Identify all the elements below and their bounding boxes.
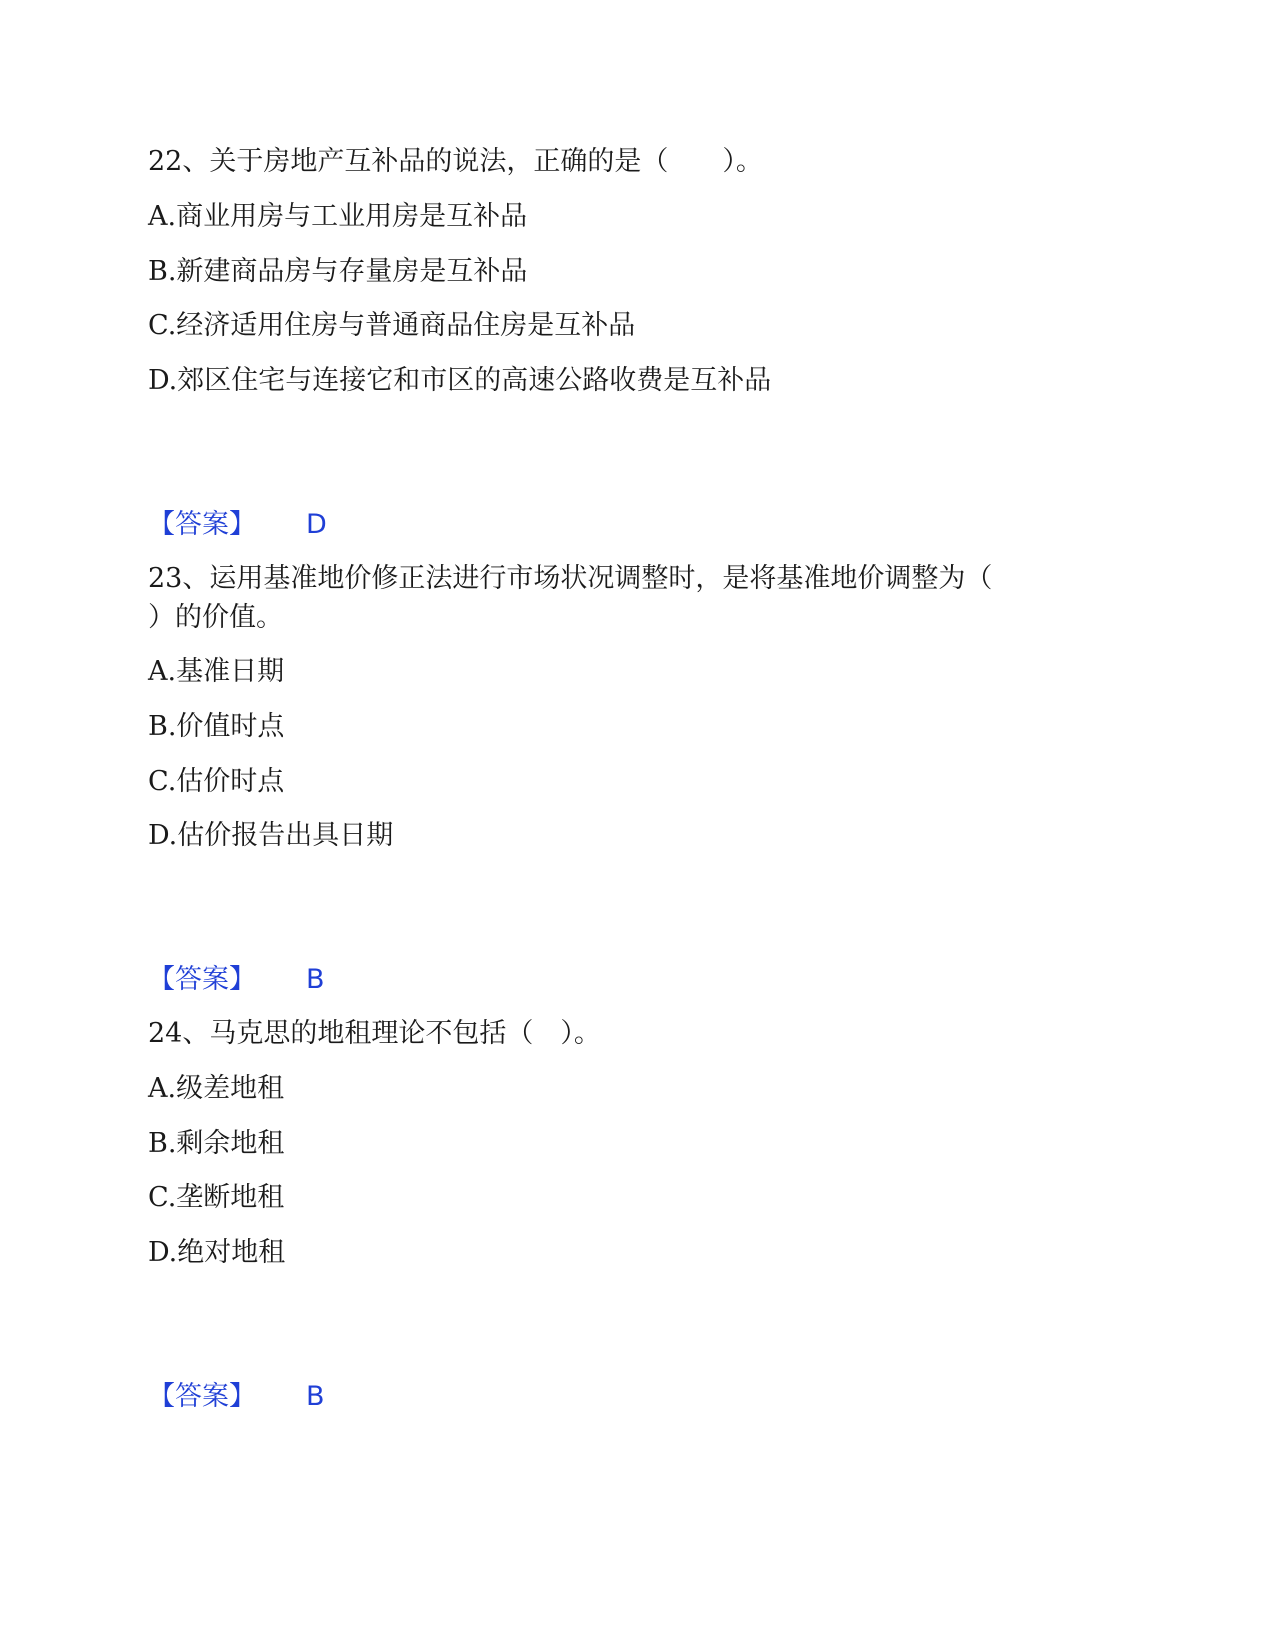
question-22-option-c: C.经济适用住房与普通商品住房是互补品 (148, 310, 636, 341)
answer-value: B (306, 1381, 325, 1412)
answer-value: B (306, 964, 325, 995)
question-24-stem: 24、马克思的地租理论不包括（ ）。 (148, 1018, 601, 1049)
question-24-option-d: D.绝对地租 (148, 1237, 286, 1268)
answer-label: 【答案】 (148, 1381, 256, 1412)
question-23-stem-line-2: ）的价值。 (148, 602, 283, 633)
question-23-stem-line-1: 23、运用基准地价修正法进行市场状况调整时，是将基准地价调整为（ (148, 563, 993, 594)
question-22-option-d: D.郊区住宅与连接它和市区的高速公路收费是互补品 (148, 365, 772, 396)
question-23-option-c: C.估价时点 (148, 766, 285, 797)
question-24-answer (148, 1377, 325, 1417)
question-23-option-a: A.基准日期 (148, 656, 285, 687)
question-24-option-a: A.级差地租 (148, 1073, 285, 1104)
answer-value: D (306, 509, 327, 540)
question-22-stem: 22、关于房地产互补品的说法，正确的是（ ）。 (148, 146, 763, 177)
question-23-option-d: D.估价报告出具日期 (148, 820, 394, 851)
question-23-option-b: B.价值时点 (148, 711, 285, 742)
question-24-option-c: C.垄断地租 (148, 1182, 285, 1213)
question-22-option-b: B.新建商品房与存量房是互补品 (148, 256, 528, 287)
answer-label: 【答案】 (148, 509, 256, 540)
question-22-option-a: A.商业用房与工业用房是互补品 (148, 201, 528, 232)
answer-label: 【答案】 (148, 964, 256, 995)
question-24-option-b: B.剩余地租 (148, 1128, 285, 1159)
question-22-answer (148, 505, 327, 545)
question-23-answer (148, 960, 325, 1000)
